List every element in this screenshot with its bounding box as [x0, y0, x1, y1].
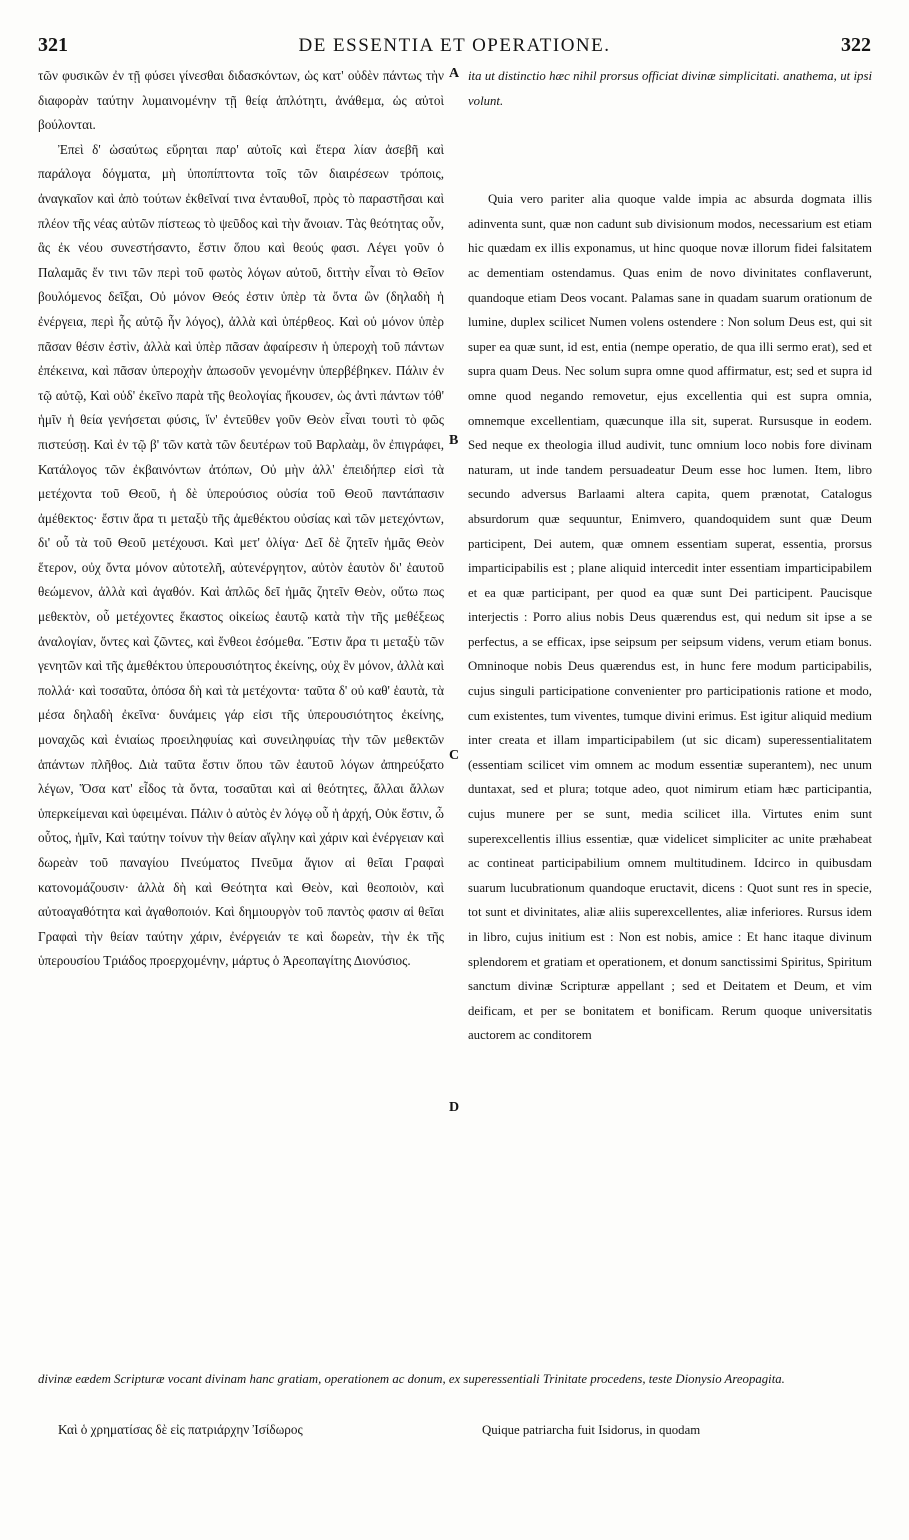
margin-letter-c: C — [449, 748, 460, 763]
margin-letter-a: A — [449, 66, 460, 81]
running-title: DE ESSENTIA ET OPERATIONE. — [298, 35, 611, 56]
latin-footer-line: Quique patriarcha fuit Isidorus, in quodam — [482, 1423, 701, 1437]
running-header — [38, 34, 871, 62]
margin-letter-b: B — [449, 433, 459, 448]
greek-column — [38, 64, 444, 974]
page-number-right: 322 — [841, 34, 871, 56]
latin-paragraph-1: ita ut distinctio hæc nihil prorsus officiat divinæ simplicitati. anathema, ut ipsi volunt. — [468, 69, 872, 108]
greek-footer-line: Καὶ ὁ χρηματίσας δὲ εἰς πατριάρχην Ἰσίδωρος — [58, 1422, 303, 1437]
latin-paragraph-2: Quia vero pariter alia quoque valde impia ac absurda dogmata illis adinventa sunt, quæ non cadunt sub divisionum modos, necessarium est etiam hic quædam ex illis exponamus, ut hinc quoque novæ illorum fidei falsitatem ac dementiam ostendamus. Quas enim de novo divinitates conflaverunt, quandoque etiam Deos vocant. Palamas sane in quadam suarum orationum de lumine, duplex scilicet Numen volens ostendere : Non solum Deus est, qui sit super ea quæ sunt, id est, entia (nempe operatio, de qua illi sermo erat), sed et supra quam Deus. Nec solum supra omne quod affirmatur, est; sed et supra id omne quod negando removetur, ejus excellentia qui est supra omnia, omnemque excellentiam, quæcunque illa sit, superat. Rursusque in eodem. Sed neque ex theologia illud audivit, tunc omnium loco nobis fore divinam naturam, ut inde tandem persuadeatur Deum esse hoc lumen. Item, libro secundo adversus Barlaami altera capita, quem prænotat, Catalogus absurdorum quæ sequuntur, Enimvero, quandoquidem sunt quæ Deum participent, Dei autem, quæ omnem essentiam superat, essentia, prorsus imparticipabilis est ; plane aliquid intercedit inter essentiam imparticipabilem et ea quæ participant, per quod ea quæ sunt Dei participent. Paucisque interjectis : Porro alius nobis Deus quærendus est, qui nedum sit ipse a se perfectus, a se efficax, ipse seipsum per seipsum videns, verum etiam bonus. Omninoque nobis Deus quærendus est, in hunc fere modum participabilis, cujus singuli participatione convenienter pro participationis ratione et modo, cum existentes, tum viventes, tumque divini erimus. Est igitur aliquid medium inter creata et illam imparticipabilem (ut sic dicam) superessentialitatem (essentiam scilicet vim omnem ac modum essentiæ superantem), nec unum duntaxat, sed et plura; totque adeo, quot nimirum etiam hæc participantia, cujus munere per se sunt, media scilicet illa. Virtutes enim sunt superexcellentis illius essentiæ, quæ videlicet simpliciter ac unite præhabeat ac contineat participabilium omnem multitudinem. Idcirco in quibusdam suarum lucubrationum quandoque eructavit, dicens : Quot sunt res in specie, tot sunt et divinitates, aliæ aliis superexcellentes, aliæ inferiores. Rursus idem in libro, cujus initium est : Non est nobis, amice : Et hanc itaque divinum splendorem et gratiam et operationem, et donum sanctissimi Spiritus, Spiritum sanctum divinæ Scripturæ appellant ; sed et Deitatem et Deum, et vim deificam, et per se bonitatem et bonificam. Rerum quoque universitatis auctorem ac conditorem — [468, 192, 872, 1043]
margin-letter-d: D — [449, 1100, 460, 1115]
latin-column — [468, 64, 872, 1048]
greek-paragraph-2: Ἐπεὶ δ' ὡσαύτως εὕρηται παρ' αὐτοῖς καὶ ἕτερα λίαν ἀσεβῆ καὶ παράλογα δόγματα, μὴ ὑποπίπτοντα τοῖς τῶν διαιρέσεων τρόποις, ἀναγκαῖον καὶ ἀπὸ τούτων ἐκθεῖναί τινα ἐνταυθοῖ, πρὸς τὸ παραστῆσαι καὶ πλέον τῆς νέας αὐτῶν πίστεως τὸ ψεῦδος καὶ τὴν ἄνοιαν. Τὰς θεότητας οὖν, ἃς ἐκ νέου συνεστήσαντο, ἔστιν ὅπου καὶ θεούς φασι. Λέγει γοῦν ὁ Παλαμᾶς ἔν τινι τῶν περὶ τοῦ φωτὸς λόγων αὐτοῦ, διττὴν εἶναι τὸ Θεῖον βουλόμενος δεῖξαι, Οὐ μόνον Θεός ἐστιν ὑπὲρ τὰ ὄντα ὢν (δηλαδὴ ἡ ἐνέργεια, περὶ ἧς αὐτῷ ἦν λόγος), ἀλλὰ καὶ ὑπέρθεος. Καὶ οὐ μόνον ὑπὲρ πᾶσαν θέσιν ἐστὶν, ἀλλὰ καὶ ὑπὲρ πᾶσαν ἀφαίρεσιν ἡ ὑπεροχὴ τοῦ πάντων ἐπέκεινα, καὶ πᾶσαν ὑπεροχὴν ἀπωσοῦν γενομένην ὑπερβέβηκεν. Πάλιν ἐν τῷ αὐτῷ, Καὶ οὐδ' ἐκεῖνο παρὰ τῆς θεολογίας ἤκουσεν, ὡς ἀντὶ πάντων τόθ' ἡμῖν ἡ θεία γενήσεται φύσις, ἵν' ἐντεῦθεν γοῦν Θεὸν εἶναι τουτὶ τὸ φῶς πιστεύσῃ. Καὶ ἐν τῷ β' τῶν κατὰ τῶν δευτέρων τοῦ Βαρλαὰμ, ὃν ἐπιγράφει, Κατάλογος τῶν ἐκβαινόντων ἀτόπων, Οὐ μὴν ἀλλ' ἐπειδήπερ εἰσὶ τὰ μετέχοντα τοῦ Θεοῦ, ἡ δὲ ὑπερούσιος οὐσία τοῦ Θεοῦ παντάπασιν ἀμέθεκτος· ἔστιν ἄρα τι μεταξὺ τῆς ἀμεθέκτου οὐσίας καὶ τῶν μετεχόντων, δι' οὗ τὰ τοῦ Θεοῦ μετέχουσι. Καὶ μετ' ὀλίγα· Δεῖ δὲ ζητεῖν ἡμᾶς Θεὸν ἕτερον, οὐχ ὄντα μόνον αὐτοτελῆ, αὐτενέργητον, αὐτὸν ἑαυτὸν δι' ἑαυτοῦ θεώμενον, ἀλλὰ καὶ ἀγαθόν. Καὶ ἁπλῶς δεῖ ἡμᾶς ζητεῖν Θεὸν, οὕτω πως μεθεκτὸν, οὗ μετέχοντες ἕκαστος οἰκείως ἑαυτῷ κατὰ τὴν τῆς μεθέξεως ἀναλογίαν, ὄντες καὶ ζῶντες, καὶ ἔνθεοι ἐσόμεθα. Ἔστιν ἄρα τι μεταξὺ τῶν γενητῶν καὶ τῆς ἀμεθέκτου ὑπερουσιότητος ἐκείνης, οὐχ ἓν μόνον, ἀλλὰ καὶ πολλά· καὶ τοσαῦτα, ὁπόσα δὴ καὶ τὰ μετέχοντα· ταῦτα δ' οὐ καθ' ἑαυτὰ, τὰ μέσα δηλαδὴ ἐκεῖνα· δυνάμεις γάρ εἰσι τῆς ὑπερουσιότητος ἐκείνης, μοναχῶς καὶ ἑνιαίως προειληφυίας καὶ συνειληφυίας τὴν τῶν μεθεκτῶν ἁπάντων πλῆθος. Διὰ ταῦτα ἔστιν ὅπου τῶν ἑαυτοῦ λόγων ἀπηρεύξατο λέγων, Ὅσα κατ' εἶδος τὰ ὄντα, τοσαῦται καὶ αἱ θεότητες, ἄλλαι ἄλλων ὑπερκείμεναι καὶ ὑφειμέναι. Πάλιν ὁ αὐτὸς ἐν λόγῳ οὗ ἡ ἀρχή, Οὐκ ἔστιν, ὦ οὗτος, ἡμῖν, Καὶ ταύτην τοίνυν τὴν θείαν αἴγλην καὶ χάριν καὶ ἐνέργειαν καὶ δωρεὰν τοῦ παναγίου Πνεύματος Πνεῦμα ἅγιον αἱ θεῖαι Γραφαὶ κατονομάζουσιν· ἀλλὰ δὴ καὶ Θεότητα καὶ Θεὸν, καὶ θεοποιὸν, καὶ αὐτοαγαθότητα καὶ ἀγαθοποιόν. Καὶ δημιουργὸν τοῦ παντὸς φασιν αἱ θεῖαι Γραφαὶ τὴν θείαν ταύτην χάριν, ἐνέργειάν τε καὶ δωρεὰν, τὴν ἐκ τῆς ὑπερουσίου Τριάδος προερχομένην, μάρτυς ὁ Ἀρεοπαγίτης Διονύσιος. — [38, 141, 444, 969]
latin-continuation: divinæ eædem Scripturæ vocant divinam hanc gratiam, operationem ac donum, ex superessentiali Trinitate procedens, teste Dionysio Areopagita. — [38, 1372, 785, 1386]
page-number-left: 321 — [38, 34, 68, 56]
greek-paragraph-1: τῶν φυσικῶν ἐν τῇ φύσει γίνεσθαι διδασκόντων, ὡς κατ' οὐδὲν πάντως τὴν διαφορὰν ταύτην λυμαινομένην τῇ θείᾳ ἁπλότητι, ἀνάθεμα, ὡς αὐτοὶ βούλονται. — [38, 68, 444, 133]
